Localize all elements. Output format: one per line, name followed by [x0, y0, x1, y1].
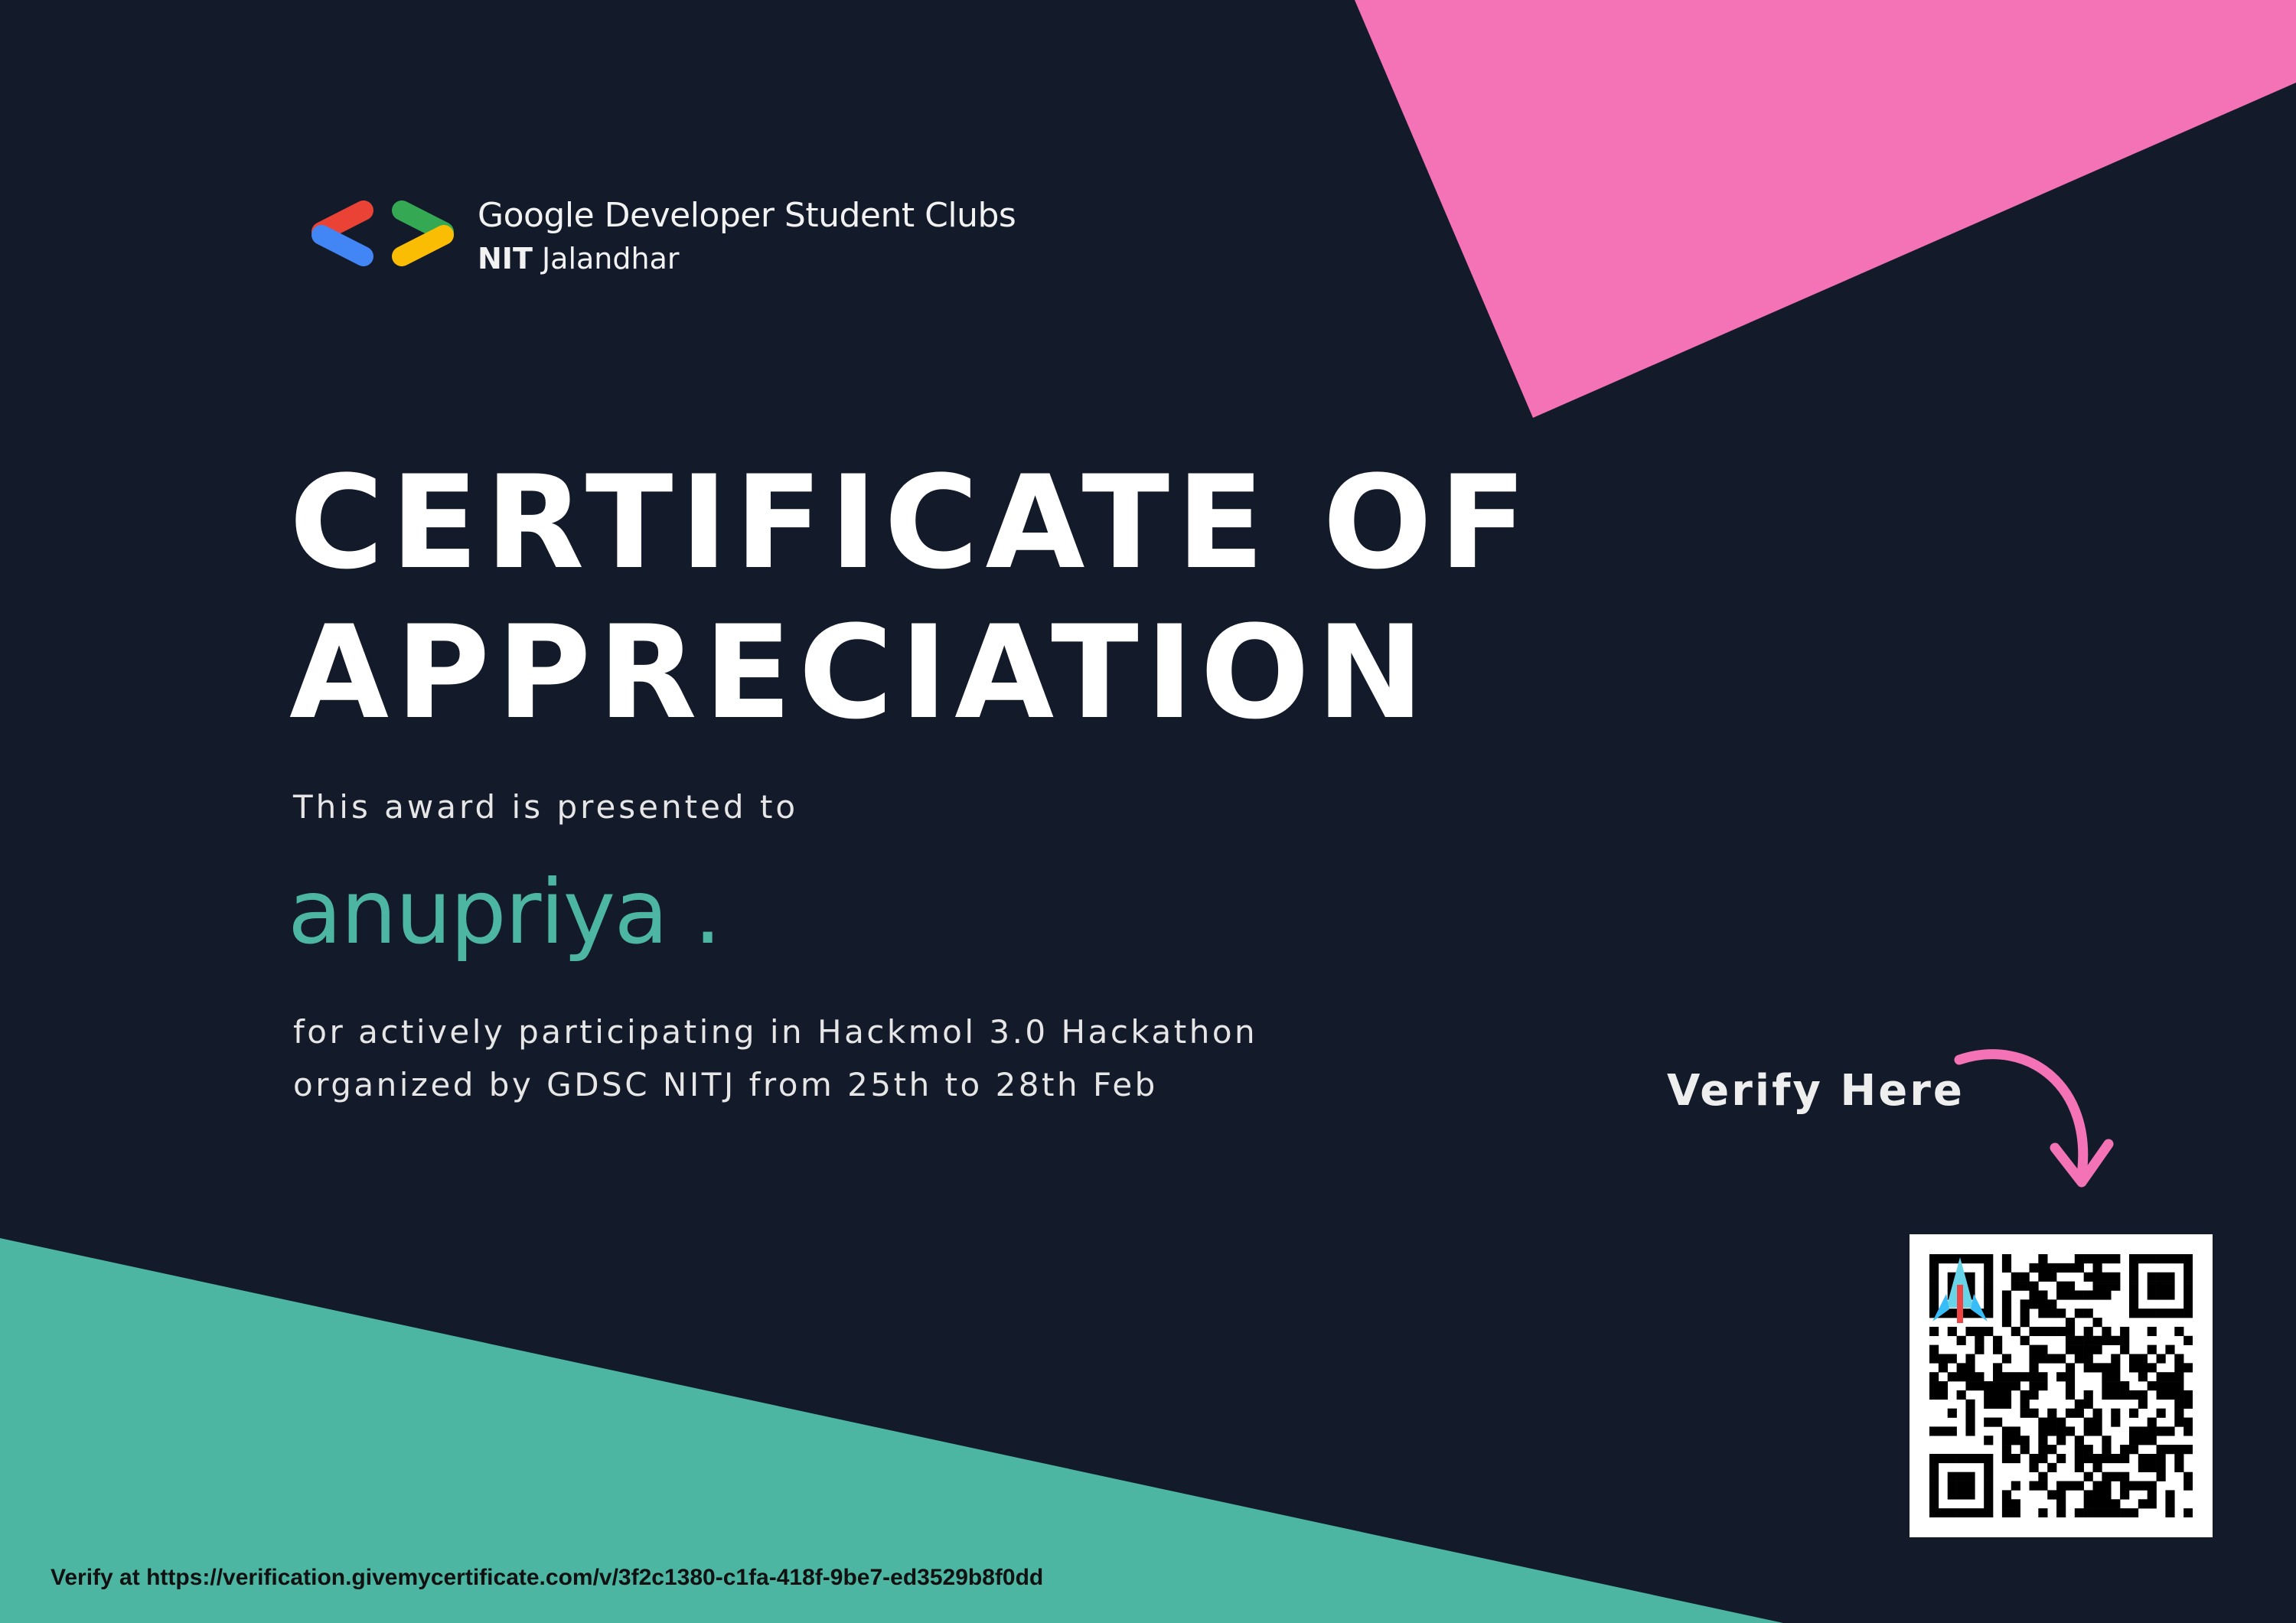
curved-arrow-icon: [1944, 1041, 2128, 1194]
recipient-name: anupriya .: [288, 861, 721, 964]
chapter-bold: NIT: [478, 242, 533, 275]
organization-chapter: [478, 242, 680, 275]
award-description: for actively participating in Hackmol 3.0 Hackathon organized by GDSC NITJ from 25th to 28th Feb: [293, 1013, 1258, 1103]
verification-url[interactable]: Verify at https://verification.givemycertificate.com/v/3f2c1380-c1fa-418f-9be7-ed3529b8f0dd: [51, 1565, 1044, 1590]
chapter-rest: Jalandhar: [541, 242, 680, 275]
certificate-title: [289, 448, 1534, 748]
rocket-icon: [1929, 1254, 1991, 1331]
title-line-2: APPRECIATION: [289, 598, 1431, 748]
title-line-1: CERTIFICATE OF: [289, 448, 1534, 598]
organization-name: Google Developer Student Clubs: [478, 196, 1016, 235]
presented-to-text: This award is presented to: [293, 788, 799, 826]
verify-here-label: Verify Here: [1667, 1066, 1965, 1116]
gdsc-logo-icon: [306, 195, 459, 272]
qr-code-icon[interactable]: [1910, 1234, 2213, 1537]
pink-triangle: [1355, 0, 2296, 418]
